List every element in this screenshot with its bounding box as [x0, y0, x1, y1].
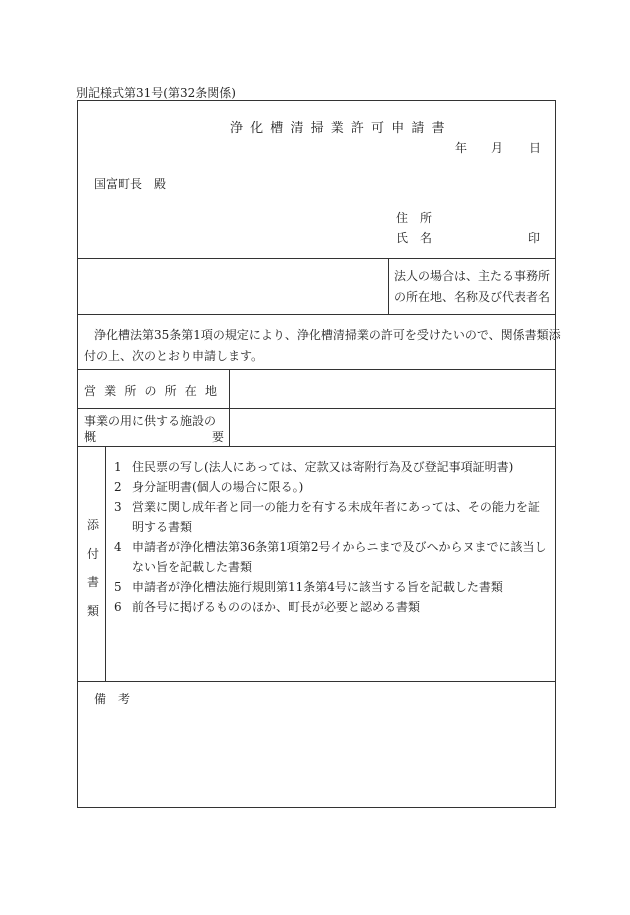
- attachment-number: 5: [114, 580, 122, 594]
- attachment-number: 3: [114, 500, 122, 514]
- attachment-list: [114, 457, 550, 617]
- addressee: 国富町長 殿: [94, 177, 167, 191]
- attachment-number: 1: [114, 460, 122, 474]
- divider: [78, 681, 555, 682]
- attachment-item: [114, 457, 550, 477]
- attachment-text: 前各号に掲げるもののほか、町長が必要と認める書類: [132, 600, 421, 614]
- facility-summary-label-char2: 要: [212, 430, 225, 444]
- corporate-note-line2: の所在地、名称及び代表者名: [394, 290, 551, 304]
- office-location-label: 営業所の所在地: [84, 384, 226, 398]
- attachment-text: 身分証明書(個人の場合に限る。): [132, 480, 304, 494]
- attachments-label-char4: 類: [87, 604, 100, 618]
- attachment-item: [114, 477, 550, 497]
- attachment-text: 申請者が浄化槽法施行規則第11条第4号に該当する旨を記載した書類: [132, 580, 503, 594]
- attachment-text: 住民票の写し(法人にあっては、定款又は寄附行為及び登記事項証明書): [132, 460, 514, 474]
- attachments-label-char3: 書: [87, 575, 100, 589]
- form-title: 浄化槽清掃業許可申請書: [230, 121, 452, 136]
- seal-label: 印: [528, 231, 541, 245]
- attachments-label-char1: 添: [87, 518, 100, 532]
- facility-summary-label-char1: 概: [84, 430, 97, 444]
- corporate-note-line1: 法人の場合は、主たる事務所: [394, 269, 551, 283]
- attachment-item: [114, 497, 550, 537]
- statement-line2: 付の上、次のとおり申請します。: [84, 349, 264, 363]
- facility-summary-label-line1: 事業の用に供する施設の: [84, 414, 217, 428]
- form-number: 別記様式第31号(第32条関係): [76, 86, 236, 100]
- name-label: 氏 名: [396, 231, 433, 245]
- divider: [105, 446, 106, 681]
- remarks-label: 備 考: [94, 692, 131, 706]
- divider: [78, 258, 555, 259]
- attachment-item: [114, 597, 550, 617]
- address-label: 住 所: [396, 211, 433, 225]
- attachment-item: [114, 537, 550, 577]
- date-day-label: 日: [529, 141, 542, 155]
- divider: [78, 408, 555, 409]
- statement-line1: 浄化槽法第35条第1項の規定により、浄化槽清掃業の許可を受けたいので、関係書類添: [94, 328, 561, 342]
- divider: [78, 446, 555, 447]
- application-form: [77, 100, 561, 808]
- divider: [388, 258, 389, 314]
- attachment-number: 4: [114, 540, 122, 554]
- attachment-item: [114, 577, 550, 597]
- divider: [78, 369, 555, 370]
- attachment-text: 申請者が浄化槽法第36条第1項第2号イからニまで及びヘからヌまでに該当しない旨を記載した書類: [132, 540, 547, 574]
- attachment-number: 2: [114, 480, 122, 494]
- date-year-label: 年: [455, 141, 468, 155]
- attachments-label-char2: 付: [87, 547, 100, 561]
- divider: [78, 314, 555, 315]
- date-month-label: 月: [491, 141, 504, 155]
- attachment-text: 営業に関し成年者と同一の能力を有する未成年者にあっては、その能力を証明する書類: [132, 500, 540, 534]
- attachment-number: 6: [114, 600, 122, 614]
